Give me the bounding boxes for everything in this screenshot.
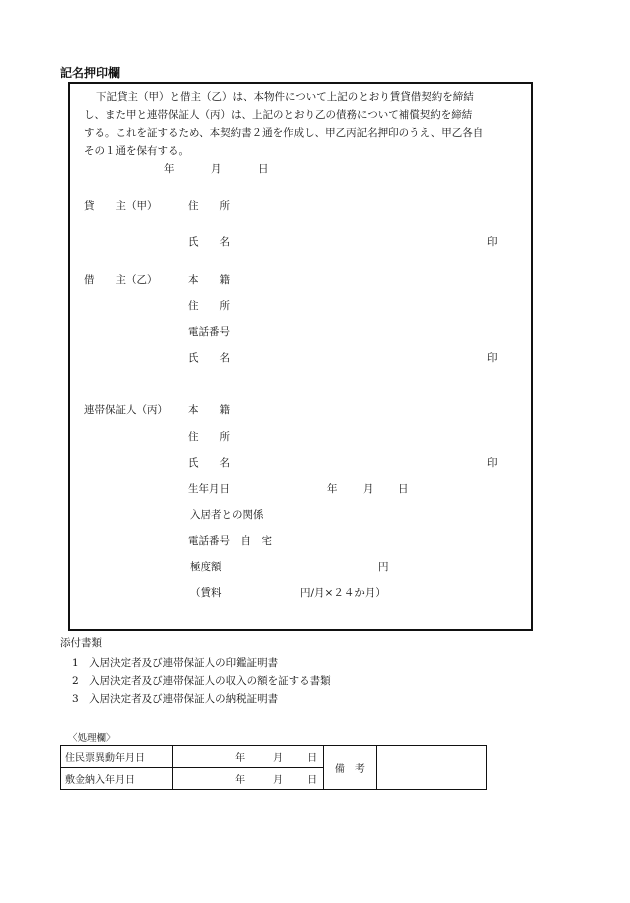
lessee-phone-label: 電話番号 — [188, 326, 230, 338]
lessee-name-label: 氏 名 — [188, 352, 230, 364]
attachment-item-3: 3 入居決定者及び連帯保証人の納税証明書 — [72, 693, 279, 705]
processing-title: 〈処理欄〉 — [68, 733, 116, 744]
guarantor-seal: 印 — [487, 457, 498, 469]
paragraph-line-3: する。これを証するため、本契約書２通を作成し、甲乙丙記名押印のうえ、甲乙各自 — [84, 127, 484, 139]
attachment-item-2: 2 入居決定者及び連帯保証人の収入の額を証する書類 — [72, 675, 331, 687]
guarantor-limit-unit: 円 — [378, 561, 389, 573]
day-label: 日 — [307, 753, 318, 764]
date-month: 月 — [211, 163, 222, 175]
resident-move-date-cell — [173, 746, 324, 768]
lessee-seal: 印 — [487, 352, 498, 364]
guarantor-birth-year: 年 — [327, 483, 338, 495]
month-label: 月 — [273, 753, 284, 764]
guarantor-rent-unit: 円/月×２４か月） — [300, 587, 386, 599]
year-label: 年 — [235, 753, 246, 764]
guarantor-birth-label: 生年月日 — [188, 483, 230, 495]
guarantor-name-label: 氏 名 — [188, 457, 230, 469]
lessee-domicile-label: 本 籍 — [188, 274, 230, 286]
section-title: 記名押印欄 — [60, 66, 121, 80]
lessor-label: 貸 主（甲） — [84, 200, 158, 212]
deposit-date-cell — [173, 768, 324, 790]
resident-move-date-label: 住民票異動年月日 — [61, 746, 173, 768]
paragraph-line-2: し、また甲と連帯保証人（丙）は、上記のとおり乙の債務について補償契約を締結 — [84, 109, 473, 121]
remarks-field[interactable] — [376, 746, 486, 790]
guarantor-birth-month: 月 — [363, 483, 374, 495]
guarantor-domicile-label: 本 籍 — [188, 404, 230, 416]
lessee-label: 借 主（乙） — [84, 274, 158, 286]
guarantor-label: 連帯保証人（丙） — [84, 404, 168, 416]
month-label: 月 — [273, 775, 284, 786]
date-day: 日 — [258, 163, 269, 175]
lessor-address-label: 住 所 — [188, 200, 230, 212]
table-row — [61, 746, 487, 768]
year-label: 年 — [235, 775, 246, 786]
paragraph-line-4: その１通を保有する。 — [84, 145, 189, 157]
remarks-label: 備 考 — [324, 746, 377, 790]
date-year: 年 — [164, 163, 175, 175]
processing-table — [60, 745, 487, 790]
deposit-date-label: 敷金納入年月日 — [61, 768, 173, 790]
attachments-title: 添付書類 — [60, 637, 102, 649]
guarantor-address-label: 住 所 — [188, 431, 230, 443]
attachment-item-1: 1 入居決定者及び連帯保証人の印鑑証明書 — [72, 657, 279, 669]
guarantor-rent-label: （賃料 — [190, 587, 222, 599]
lessee-address-label: 住 所 — [188, 300, 230, 312]
signature-frame — [68, 82, 533, 631]
guarantor-birth-day: 日 — [398, 483, 409, 495]
lessor-name-label: 氏 名 — [188, 236, 230, 248]
guarantor-relation-label: 入居者との関係 — [190, 509, 264, 521]
guarantor-limit-label: 極度額 — [190, 561, 222, 573]
lessor-seal: 印 — [487, 236, 498, 248]
guarantor-phone-label: 電話番号 自 宅 — [188, 535, 272, 547]
paragraph-line-1: 下記貸主（甲）と借主（乙）は、本物件について上記のとおり賃貸借契約を締結 — [96, 91, 474, 103]
day-label: 日 — [307, 775, 318, 786]
